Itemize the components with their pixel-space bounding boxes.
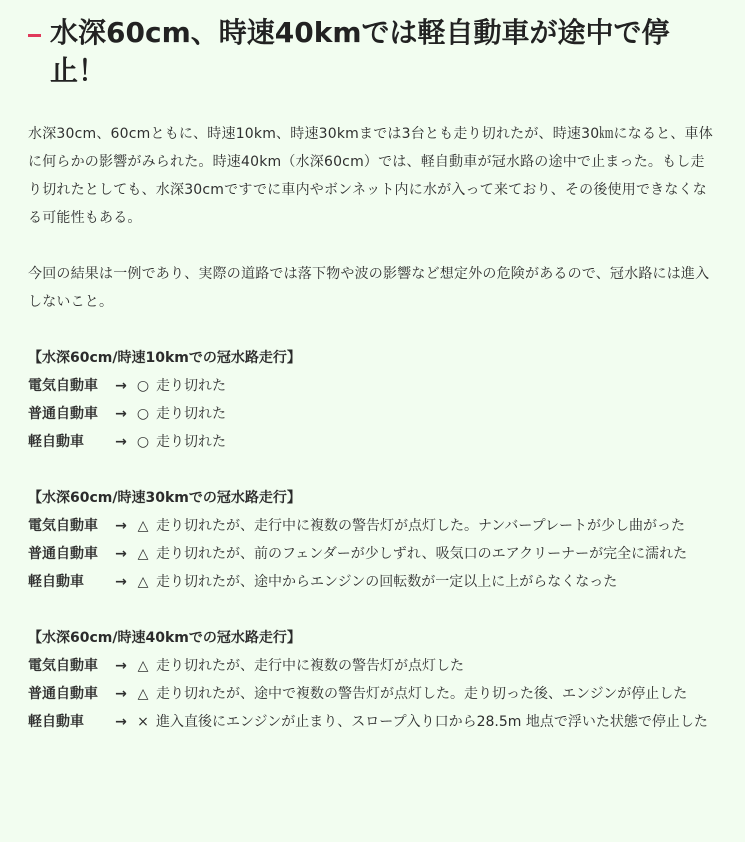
result-description: 走り切れたが、走行中に複数の警告灯が点灯した。ナンバープレートが少し曲がった [156,518,686,534]
result-description: 走り切れたが、途中で複数の警告灯が点灯した。走り切った後、エンジンが停止した [156,686,688,702]
circle-mark-icon: ○ [136,406,150,422]
car-type-label: 普通自動車 [28,686,98,702]
section-title: 【水深60cm/時速40kmでの冠水路走行】 [28,630,301,646]
car-type-label: 電気自動車 [28,658,98,674]
arrow-right-icon: → [115,686,127,702]
result-row-kei [28,708,717,736]
triangle-mark-icon: △ [137,518,149,534]
car-type-label: 軽自動車 [28,574,84,590]
result-text [132,372,717,400]
result-description: 走り切れたが、途中からエンジンの回転数が一定以上に上がらなくなった [156,574,618,590]
arrow-right-icon: → [115,406,127,422]
article-heading [28,14,717,90]
heading-text: 水深60cm、時速40kmでは軽自動車が途中で停止！ [50,16,670,87]
result-description: 進入直後にエンジンが止まり、スロープ入り口から28.5m 地点で浮いた状態で停止した [156,714,708,730]
result-row-kei [28,428,717,456]
arrow-right-icon: → [115,434,127,450]
section-title: 【水深60cm/時速10kmでの冠水路走行】 [28,350,301,366]
body-paragraph-2: 今回の結果は一例であり、実際の道路では落下物や波の影響など想定外の危険があるので、冠水路には進入しないこと。 [28,266,710,310]
section-title: 【水深60cm/時速30kmでの冠水路走行】 [28,490,301,506]
result-description: 走り切れたが、前のフェンダーが少しずれ、吸気口のエアクリーナーが完全に濡れた [156,546,688,562]
result-text [132,428,717,456]
result-section-40kmh [28,624,717,736]
result-row-ev [28,372,717,400]
result-row-standard [28,680,717,708]
result-row-standard [28,540,717,568]
car-type-label: 軽自動車 [28,714,84,730]
result-row-standard [28,400,717,428]
result-text [132,568,717,596]
result-section-30kmh [28,484,717,596]
car-type-label: 普通自動車 [28,546,98,562]
result-row-ev [28,652,717,680]
arrow-right-icon: → [115,546,127,562]
triangle-mark-icon: △ [137,686,149,702]
circle-mark-icon: ○ [136,378,150,394]
result-description: 走り切れたが、走行中に複数の警告灯が点灯した [156,658,464,674]
arrow-right-icon: → [115,658,127,674]
result-text [132,512,717,540]
triangle-mark-icon: △ [137,658,149,674]
car-type-label: 電気自動車 [28,518,98,534]
result-text [132,400,717,428]
heading-accent-dash [28,34,41,37]
arrow-right-icon: → [115,378,127,394]
body-paragraph-1: 水深30cm、60cmともに、時速10km、時速30kmまでは3台とも走り切れたが、時速30㎞になると、車体に何らかの影響がみられた。時速40km（水深60cm）では、軽自動車が冠水路の途中で止まった。もし走り切れたとしても、水深30cmですでに車内やボンネット内に水が入って来ており、その後使用できなくなる可能性もある。 [28,126,713,226]
triangle-mark-icon: △ [137,546,149,562]
result-text [132,652,717,680]
result-text [132,680,717,708]
result-section-10kmh [28,344,717,456]
car-type-label: 軽自動車 [28,434,84,450]
arrow-right-icon: → [115,574,127,590]
car-type-label: 電気自動車 [28,378,98,394]
result-row-ev [28,512,717,540]
arrow-right-icon: → [115,714,127,730]
result-text [132,540,717,568]
cross-mark-icon: × [137,714,149,730]
triangle-mark-icon: △ [137,574,149,590]
result-description: 走り切れた [156,434,226,450]
arrow-right-icon: → [115,518,127,534]
result-description: 走り切れた [156,406,226,422]
result-text [132,708,717,736]
car-type-label: 普通自動車 [28,406,98,422]
result-description: 走り切れた [156,378,226,394]
circle-mark-icon: ○ [136,434,150,450]
result-row-kei [28,568,717,596]
